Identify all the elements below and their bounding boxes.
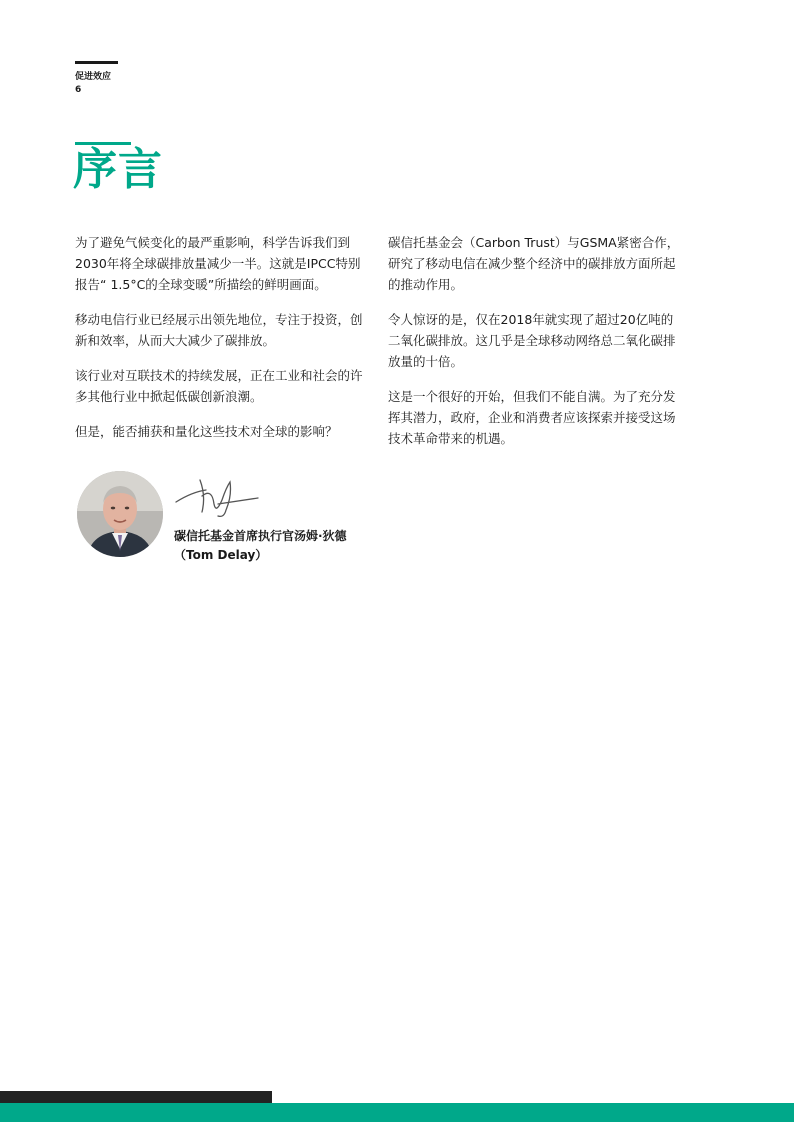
paragraph: 令人惊讶的是，仅在2018年就实现了超过20亿吨的二氧化碳排放。这几乎是全球移动网络总二氧化碳排放量的十倍。 <box>388 312 676 369</box>
paragraph: 移动电信行业已经展示出领先地位，专注于投资，创新和效率，从而大大减少了碳排放。 <box>75 312 363 348</box>
footer-bar-green <box>0 1103 794 1122</box>
paragraph: 该行业对互联技术的持续发展，正在工业和社会的许多其他行业中掀起低碳创新浪潮。 <box>75 368 363 404</box>
signature-image <box>172 474 264 524</box>
header-rule <box>75 61 118 64</box>
right-column <box>388 232 680 463</box>
author-name: 碳信托基金首席执行官汤姆·狄德（Tom Delay） <box>174 529 347 562</box>
footer-bar-dark <box>0 1091 272 1103</box>
running-title: 促进效应 <box>75 72 112 82</box>
page-number: 6 <box>75 85 82 95</box>
paragraph: 这是一个很好的开始，但我们不能自满。为了充分发挥其潜力，政府，企业和消费者应该探索并接受这场技术革命带来的机遇。 <box>388 389 676 446</box>
paragraph: 为了避免气候变化的最严重影响，科学告诉我们到2030年将全球碳排放量减少一半。这就是IPCC特别报告“ 1.5°C的全球变暖”所描绘的鲜明画面。 <box>75 235 361 292</box>
left-column <box>75 232 367 456</box>
paragraph: 碳信托基金会（Carbon Trust）与GSMA紧密合作，研究了移动电信在减少整个经济中的碳排放方面所起的推动作用。 <box>388 235 680 292</box>
author-portrait <box>77 471 163 557</box>
page-title: 序言 <box>73 144 163 195</box>
author-signature <box>172 474 264 524</box>
portrait-image <box>77 471 163 557</box>
paragraph: 但是，能否捕获和量化这些技术对全球的影响？ <box>75 424 338 439</box>
